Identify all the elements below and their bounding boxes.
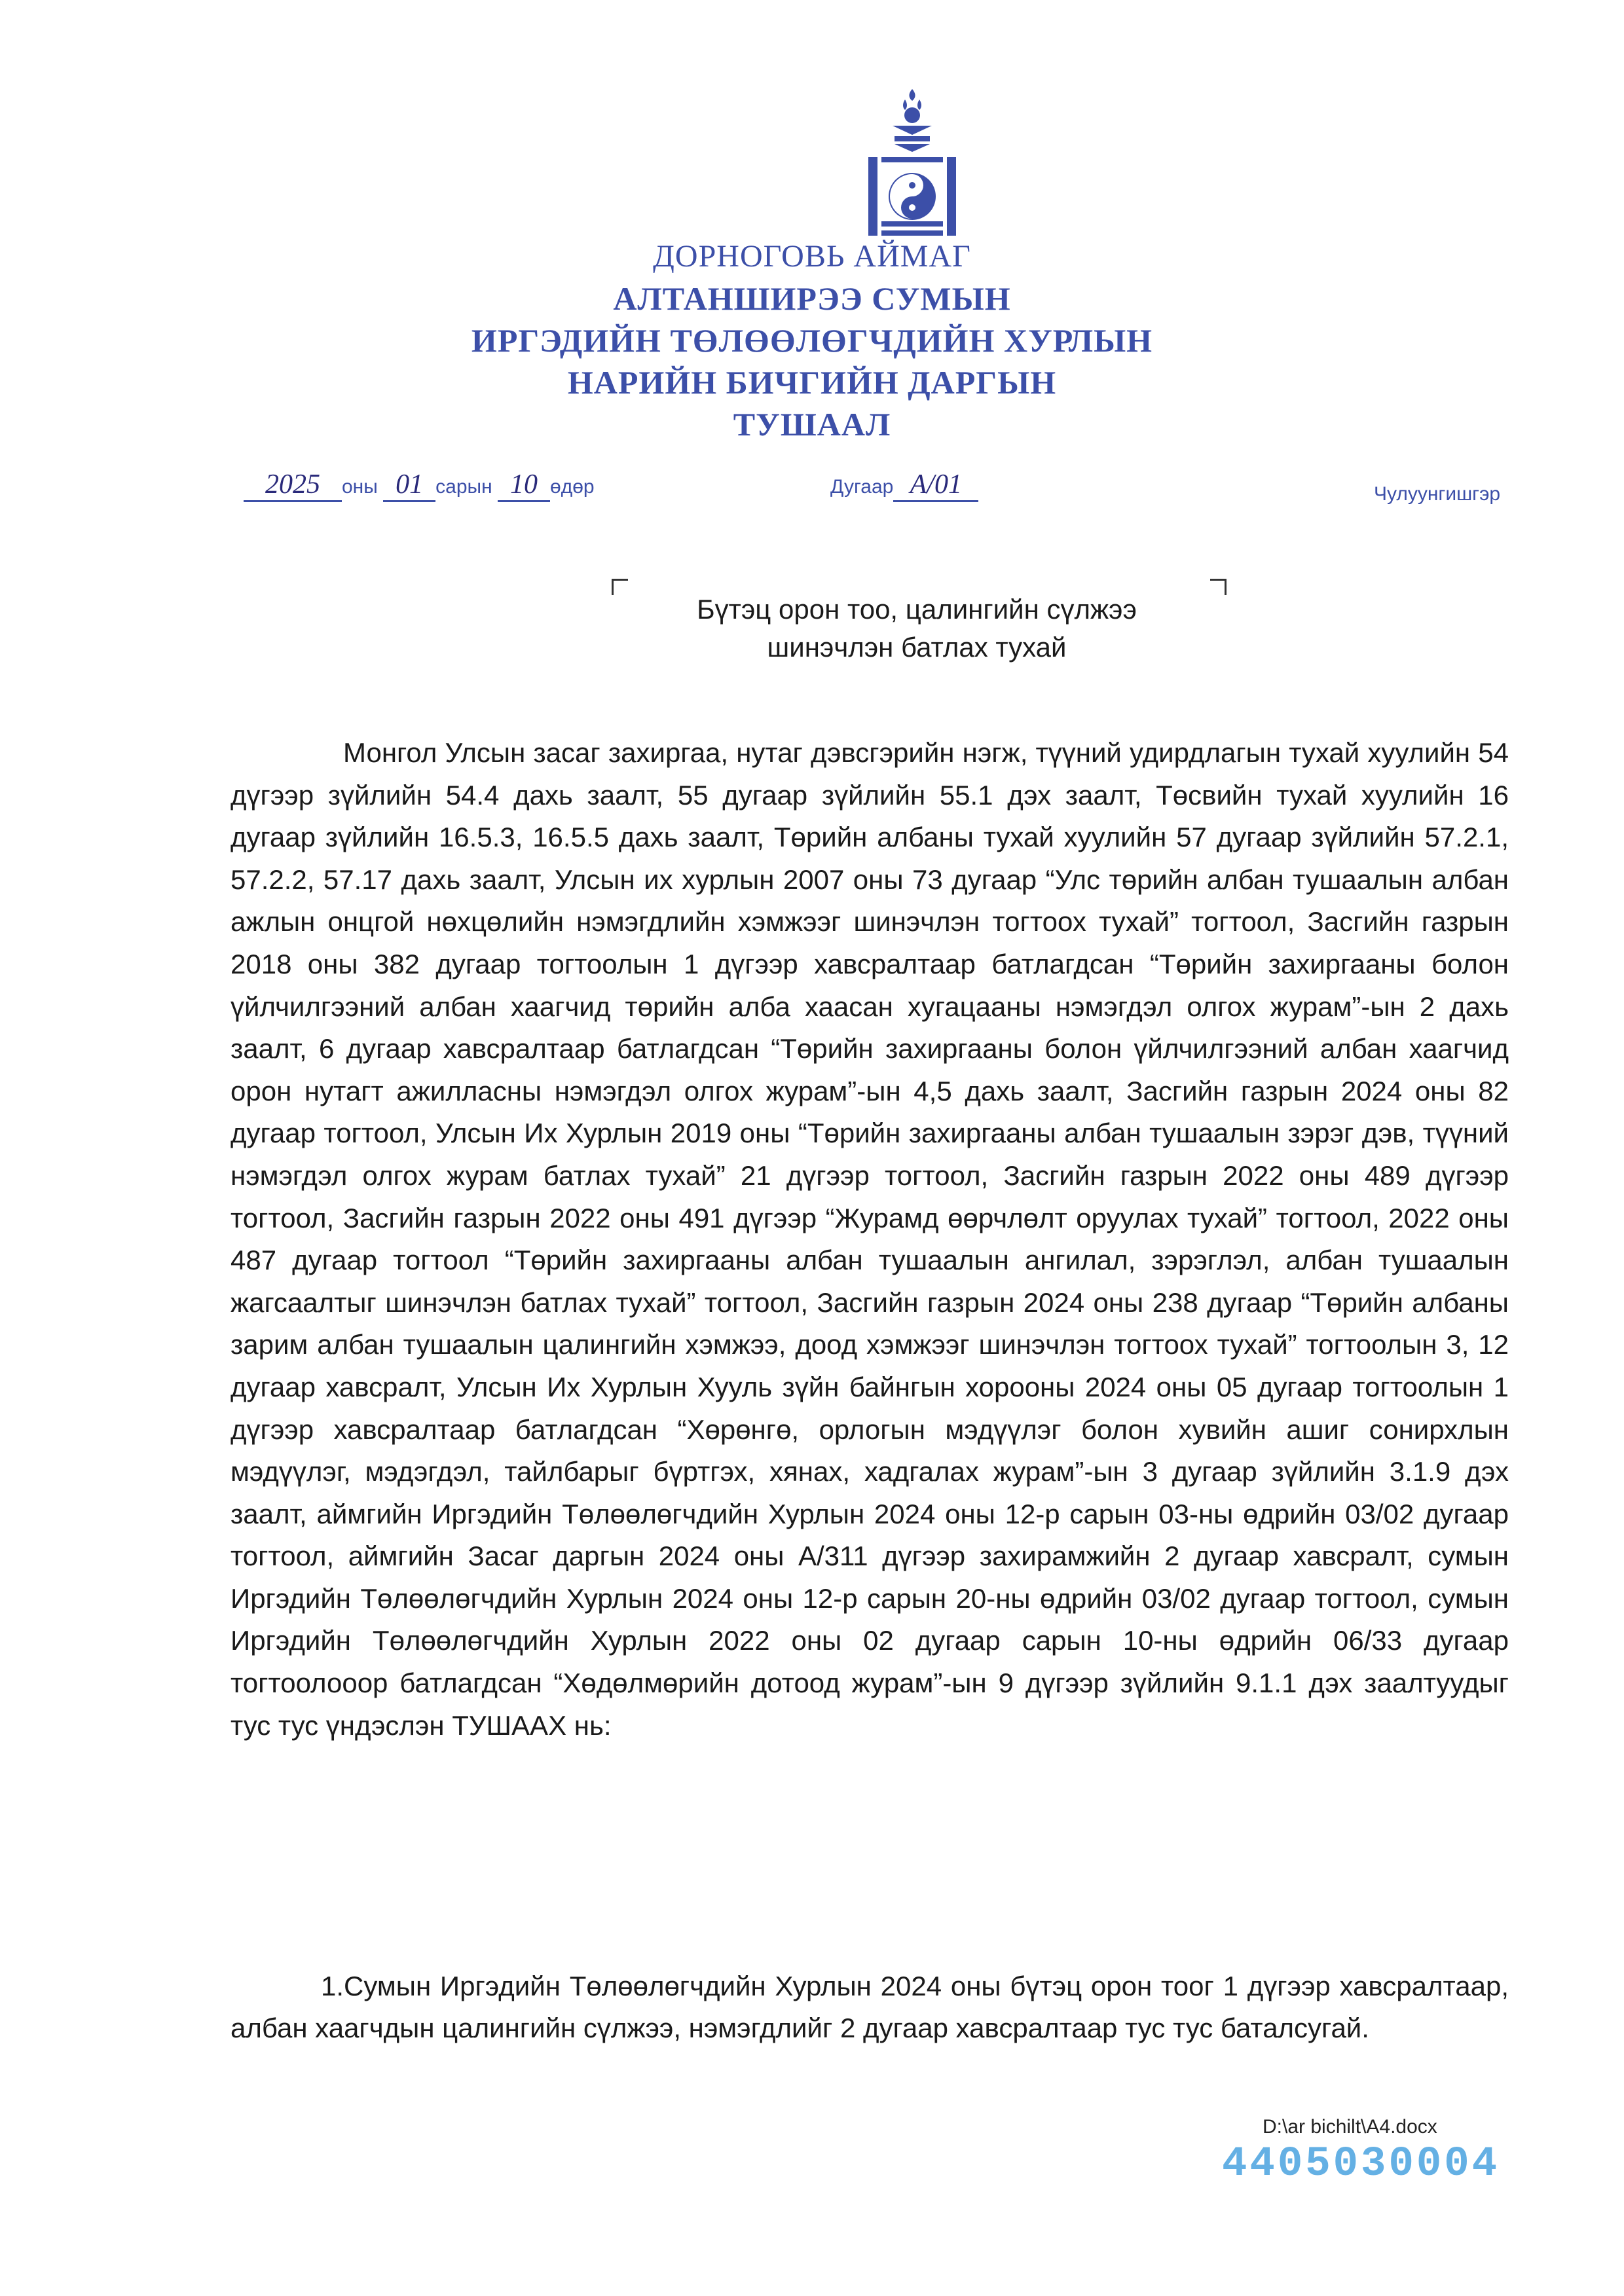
subject-line-1: Бүтэц орон тоо, цалингийн сүлжээ xyxy=(697,594,1137,625)
header-secretary: НАРИЙН БИЧГИЙН ДАРГЫН xyxy=(567,364,1057,401)
number-label: Дугаар xyxy=(830,476,894,498)
number-value: А/01 xyxy=(893,469,978,502)
soyombo-emblem-icon xyxy=(863,89,961,241)
date-day: 10 xyxy=(498,469,550,502)
order-item-1: 1.Сумын Иргэдийн Төлөөлөгчдийн Хурлын 2024 оны бүтэц орон тоог 1 дүгээр хавсралтаар, албан хаагчдын цалингийн сүлжээ, нэмэгдлийг 2 дугаар хавсралтаар тус тус баталсугай. xyxy=(231,1971,1509,2043)
registration-stamp-number: 4405030004 xyxy=(1222,2141,1500,2188)
date-day-label: өдөр xyxy=(550,476,595,498)
header-aimag: ДОРНОГОВЬ АЙМАГ xyxy=(653,239,971,274)
header-sum: АЛТАНШИРЭЭ СУМЫН xyxy=(613,280,1011,317)
document-header xyxy=(0,236,1624,445)
date-year: 2025 xyxy=(244,469,342,502)
order-subject xyxy=(589,591,1244,666)
date-month: 01 xyxy=(383,469,435,502)
date-year-label: оны xyxy=(342,476,378,498)
header-council: ИРГЭДИЙН ТӨЛӨӨЛӨГЧДИЙН ХУРЛЫН xyxy=(471,322,1153,359)
order-number xyxy=(830,469,978,502)
file-path: D:\ar bichilt\A4.docx xyxy=(1263,2116,1437,2138)
header-order-title: ТУШААЛ xyxy=(733,406,891,443)
subject-line-2: шинэчлэн батлах тухай xyxy=(767,632,1067,663)
order-date xyxy=(244,469,595,502)
order-place: Чулуунгишгэр xyxy=(1374,483,1501,505)
preamble-paragraph: Монгол Улсын засаг захиргаа, нутаг дэвсгэрийн нэгж, түүний удирдлагын тухай хуулийн 54 дүгээр зүйлийн 54.4 дахь заалт, 55 дугаар зүйлийн 55.1 дэх заалт, Төсвийн тухай хуулийн 16 дугаар зүйлийн 16.5.3, 16.5.5 дахь заалт, Төрийн албаны тухай хуулийн 57 дугаар зүйлийн 57.2.1, 57.2.2, 57.17 дахь заалт, Улсын их хурлын 2007 оны 73 дугаар “Улс төрийн албан тушаалын албан ажлын онцгой нөхцөлийн нэмэгдлийн хэмжээг шинэчлэн тогтоох тухай” тогтоол, Засгийн газрын 2018 оны 382 дугаар тогтоолын 1 дүгээр хавсралтаар батлагдсан “Төрийн захиргааны болон үйлчилгээний албан хаагчид төрийн алба хаасан хугацааны нэмэгдэл олгох журам”-ын 2 дахь заалт, 6 дугаар хавсралтаар батлагдсан “Төрийн захиргааны болон үйлчилгээний албан хаагчид орон нутагт ажилласны нэмэгдэл олгох журам”-ын 4,5 дахь заалт, Засгийн газрын 2024 оны 82 дугаар тогтоол, Улсын Их Хурлын 2019 оны “Төрийн захиргааны албан тушаалын зэрэг дэв, түүний нэмэгдэл олгох журам батлах тухай” 21 дүгээр тогтоол, Засгийн газрын 2022 оны 489 дүгээр тогтоол, Засгийн газрын 2022 оны 491 дүгээр “Журамд өөрчлөлт оруулах тухай” тогтоол, 2022 оны 487 дугаар тогтоол “Төрийн захиргааны албан тушаалын ангилал, зэрэглэл, албан тушаалын жагсаалтыг шинэчлэн батлах тухай” тогтоол, Засгийн газрын 2024 оны 238 дугаар “Төрийн албаны зарим албан тушаалын цалингийн хэмжээ, доод хэмжээг шинэчлэн тогтоох тухай” тогтоолын 3, 12 дугаар хавсралт, Улсын Их Хурлын Хууль зүйн байнгын хорооны 2024 оны 05 дугаар тогтоолын 1 дүгээр хавсралтаар батлагдсан “Хөрөнгө, орлогын мэдүүлэг болон хувийн ашиг сонирхлын мэдүүлэг, мэдэгдэл, тайлбарыг бүртгэх, хянах, хадгалах журам”-ын 3 дугаар зүйлийн 3.1.9 дэх заалт, аймгийн Иргэдийн Төлөөлөгчдийн Хурлын 2024 оны 12-р сарын 03-ны өдрийн 03/02 дугаар тогтоол, аймгийн Засаг даргын 2024 оны А/311 дүгээр захирамжийн 2 дугаар хавсралт, сумын Иргэдийн Төлөөлөгчдийн Хурлын 2024 оны 12-р сарын 20-ны өдрийн 03/02 дугаар тогтоол, сумын Иргэдийн Төлөөлөгчдийн Хурлын 2022 оны 02 дугаар сарын 10-ны өдрийн 06/33 дугаар тогтоолооор батлагдсан “Хөдөлмөрийн дотоод журам”-ын 9 дүгээр зүйлийн 9.1.1 дэх заалтуудыг тус тус үндэслэн ТУШААХ нь: xyxy=(231,737,1509,1741)
date-month-label: сарын xyxy=(435,476,492,498)
